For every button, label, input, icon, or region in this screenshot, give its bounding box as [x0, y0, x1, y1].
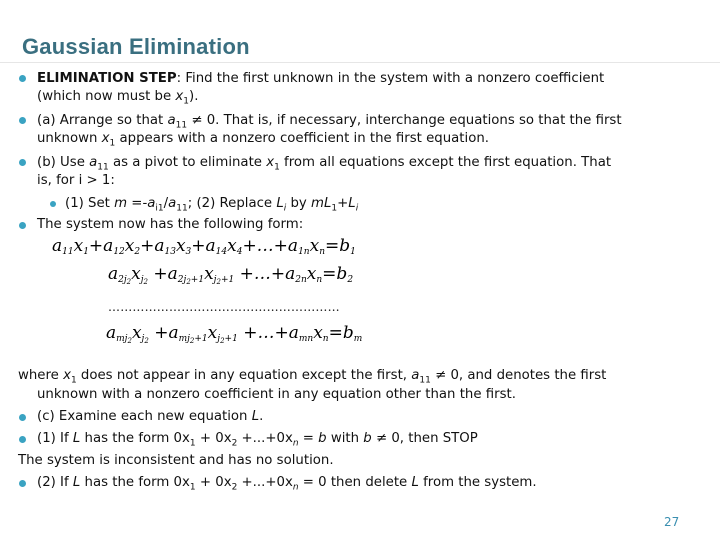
sub-step-text: (1) Set $m =-a_{i1}/a_{11}$; (2) Replace $L_i$ by $mL_1+L_i$ [65, 196, 359, 214]
page-number: 27 [664, 515, 680, 529]
bullet-icon [50, 201, 56, 207]
where-text: where $x_1$ does not appear in any equation except the first, $a_{11} \ne 0$, and denotes the first [18, 368, 607, 386]
step-b-text-cont: is, for i > 1: [37, 173, 115, 188]
bullet-icon [19, 480, 26, 487]
inconsistent-text: The system is inconsistent and has no solution. [18, 453, 334, 468]
elimination-step-text-cont: (which now must be $x_1$). [37, 89, 199, 107]
step-b-text: (b) Use $a_{11}$ as a pivot to eliminate $x_1$ from all equations except the first equation. That [37, 155, 612, 173]
step-c2-text: (2) If L has the form $0x_1 + 0x_2 +...+0x_n = 0$ then delete L from the system. [37, 475, 537, 493]
bullet-icon [19, 159, 26, 166]
equation-1: $a_{11}x_1+a_{12}x_2+a_{13}x_3+a_{14}x_4+\dots+a_{1n}x_n=b_1$ [52, 236, 356, 257]
step-c-text: (c) Examine each new equation L. [37, 409, 264, 424]
bullet-icon [19, 75, 26, 82]
system-form-text: The system now has the following form: [37, 217, 304, 232]
bullet-icon [19, 414, 26, 421]
equation-2: $a_{2j_2}x_{j_2} +a_{2j_2+1}x_{j_2+1}$ $+\dots+a_{2n}x_n=b_2$ [108, 264, 354, 286]
elimination-step-text: ELIMINATION STEP: Find the first unknown in the system with a nonzero coefficient [37, 71, 605, 86]
equation-m: $a_{mj_2}x_{j_2} +a_{mj_2+1}x_{j_2+1}$ $+\dots+a_{mn}x_n=b_m$ [106, 323, 363, 345]
step-a-text-cont: unknown $x_1$ appears with a nonzero coefficient in the first equation. [37, 131, 490, 149]
where-text-cont: unknown with a nonzero coefficient in any equation other than the first. [37, 387, 516, 402]
step-a-text: (a) Arrange so that $a_{11} \ne 0$. That is, if necessary, interchange equations so that the first [37, 113, 622, 131]
step-c1-text: (1) If L has the form $0x_1 + 0x_2 +...+0x_n = b$ with b ≠ 0, then STOP [37, 431, 478, 449]
bullet-icon [19, 436, 26, 443]
title-divider [0, 62, 720, 63]
equation-ellipsis: ………………………………………………… [108, 300, 340, 314]
slide-title: Gaussian Elimination [22, 34, 250, 59]
bullet-icon [19, 117, 26, 124]
bullet-icon [19, 222, 26, 229]
